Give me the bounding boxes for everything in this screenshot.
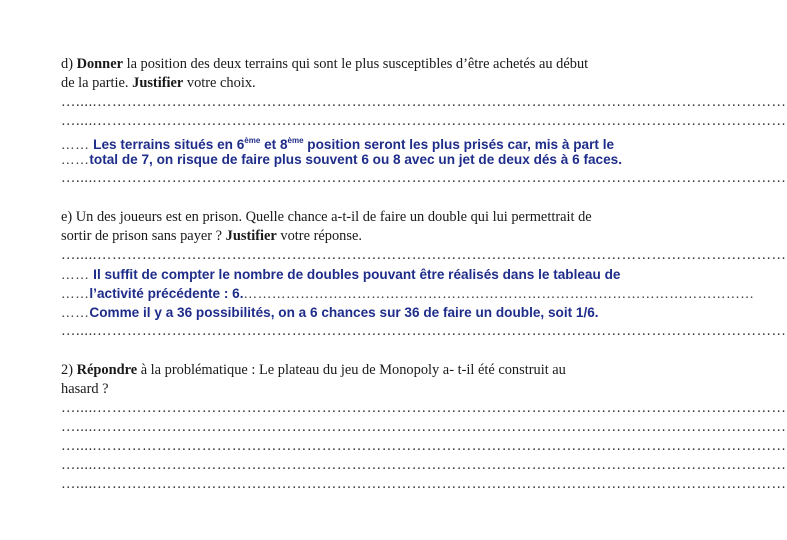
question-2-verb: Répondre	[76, 362, 138, 378]
question-d-text: la position des deux terrains qui sont le plus susceptibles d’être achetés au début	[122, 56, 589, 72]
question-d-justify: Justifier	[132, 75, 184, 91]
question-d-line-1	[61, 55, 651, 74]
answer-d-line-2	[61, 150, 651, 169]
answer-dotted-line: ….....…………………………………………………………………………………………………………………………	[61, 113, 787, 129]
answer-dotted-line: ….....…………………………………………………………………………………………………………………………	[61, 323, 787, 339]
question-d-text-2: de la partie.	[61, 75, 133, 91]
question-2-number: 2)	[61, 362, 77, 378]
answer-dotted-line: ….....…………………………………………………………………………………………………………………………	[61, 457, 787, 473]
answer-lead-dots: ……	[61, 305, 90, 320]
answer-e-line-1	[61, 265, 651, 284]
answer-dotted-line: ….....…………………………………………………………………………………………………………………………	[61, 419, 787, 435]
question-d-number: d)	[61, 56, 77, 72]
question-e-text-2: votre réponse.	[276, 228, 362, 244]
answer-e-text-1: Il suffit de compter le nombre de doubles pouvant être réalisés dans le tableau de	[93, 267, 621, 282]
question-d-verb: Donner	[76, 56, 123, 72]
answer-dotted-line: ….....…………………………………………………………………………………………………………………………	[61, 170, 787, 186]
answer-d-text-c: position seront les plus prisés car, mis à part le	[303, 137, 615, 152]
question-2-line-1	[61, 361, 651, 380]
answer-lead-dots: ……	[61, 137, 90, 152]
answer-d-text-a: Les terrains situés en 6	[93, 137, 245, 152]
answer-lead-dots: ……	[61, 286, 90, 301]
question-e-line-2	[61, 227, 651, 246]
answer-lead-dots: ……	[61, 267, 90, 282]
answer-e-text-3: Comme il y a 36 possibilités, on a 6 chances sur 36 de faire un double, soit 1/6.	[89, 305, 599, 320]
question-2-text: à la problématique : Le plateau du jeu de Monopoly a- t-il été construit au	[137, 362, 566, 378]
answer-e-line-2	[61, 284, 755, 303]
answer-d-sup-2: ème	[287, 136, 304, 145]
question-d-line-2	[61, 74, 651, 93]
question-e-text: sortir de prison sans payer ?	[61, 228, 226, 244]
answer-lead-dots: ……	[61, 152, 90, 167]
answer-dotted-line: ….....…………………………………………………………………………………………………………………………	[61, 94, 787, 110]
question-d-text-3: votre choix.	[183, 75, 256, 91]
answer-dotted-line: ….....…………………………………………………………………………………………………………………………	[61, 438, 787, 454]
answer-d-text-b: et 8	[260, 137, 288, 152]
answer-e-line-3	[61, 303, 651, 322]
question-e-line-1: e) Un des joueurs est en prison. Quelle chance a-t-il de faire un double qui lui permettrait de	[61, 209, 592, 225]
answer-dotted-line: ….....…………………………………………………………………………………………………………………………	[61, 400, 787, 416]
answer-tail-dots: ………………………………………………………………………………………………	[243, 286, 755, 301]
answer-dotted-line: ….....…………………………………………………………………………………………………………………………	[61, 247, 787, 263]
answer-d-sup-1: ème	[244, 136, 261, 145]
answer-d-text-2: total de 7, on risque de faire plus souvent 6 ou 8 avec un jet de deux dés à 6 faces.	[89, 152, 622, 167]
question-e-justify: Justifier	[225, 228, 277, 244]
answer-e-text-2: l’activité précédente : 6.	[89, 286, 244, 301]
question-2-line-2: hasard ?	[61, 381, 109, 397]
answer-dotted-line: ….....…………………………………………………………………………………………………………………………	[61, 476, 787, 492]
